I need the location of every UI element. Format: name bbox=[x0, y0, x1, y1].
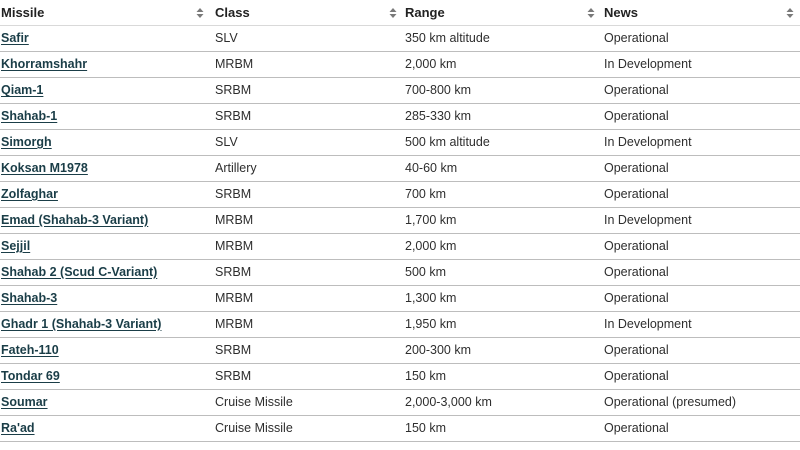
class-cell: SRBM bbox=[215, 109, 252, 123]
news-cell: Operational bbox=[604, 187, 669, 201]
range-cell: 2,000 km bbox=[405, 239, 457, 253]
table-row bbox=[0, 156, 800, 182]
range-cell: 150 km bbox=[405, 421, 446, 435]
column-header-range[interactable] bbox=[403, 0, 601, 25]
news-cell: Operational bbox=[604, 421, 669, 435]
missile-link[interactable]: Fateh-110 bbox=[1, 343, 59, 357]
missile-cell bbox=[0, 416, 210, 441]
table-row bbox=[0, 78, 800, 104]
range-cell: 2,000-3,000 km bbox=[405, 395, 492, 409]
missile-cell bbox=[0, 338, 210, 363]
class-cell: MRBM bbox=[215, 213, 254, 227]
table-row bbox=[0, 312, 800, 338]
class-cell: Cruise Missile bbox=[215, 395, 293, 409]
news-cell: In Development bbox=[604, 213, 692, 227]
table-row bbox=[0, 182, 800, 208]
missile-link[interactable]: Koksan M1978 bbox=[1, 161, 88, 175]
table-row bbox=[0, 364, 800, 390]
missile-cell bbox=[0, 130, 210, 155]
column-header-label: News bbox=[604, 5, 638, 20]
class-cell: MRBM bbox=[215, 239, 254, 253]
sort-icon[interactable] bbox=[389, 7, 397, 19]
class-cell: SRBM bbox=[215, 265, 252, 279]
table-row bbox=[0, 338, 800, 364]
table-row bbox=[0, 104, 800, 130]
missile-cell bbox=[0, 286, 210, 311]
table-header bbox=[0, 0, 800, 26]
missile-link[interactable]: Safir bbox=[1, 31, 29, 45]
missile-cell bbox=[0, 156, 210, 181]
range-cell: 1,300 km bbox=[405, 291, 457, 305]
missile-link[interactable]: Ra'ad bbox=[1, 421, 35, 435]
missile-cell bbox=[0, 208, 210, 233]
news-cell: Operational bbox=[604, 31, 669, 45]
news-cell: In Development bbox=[604, 317, 692, 331]
table-row bbox=[0, 260, 800, 286]
missile-link[interactable]: Sejjil bbox=[1, 239, 31, 253]
column-header-label: Class bbox=[215, 5, 250, 20]
table-row bbox=[0, 26, 800, 52]
missile-cell bbox=[0, 312, 210, 337]
sort-icon[interactable] bbox=[196, 7, 204, 19]
missile-cell bbox=[0, 26, 210, 51]
news-cell: In Development bbox=[604, 57, 692, 71]
missile-link[interactable]: Tondar 69 bbox=[1, 369, 60, 383]
sort-icon[interactable] bbox=[786, 7, 794, 19]
range-cell: 1,950 km bbox=[405, 317, 457, 331]
class-cell: MRBM bbox=[215, 291, 254, 305]
table-row bbox=[0, 416, 800, 442]
class-cell: SRBM bbox=[215, 83, 252, 97]
range-cell: 285-330 km bbox=[405, 109, 472, 123]
news-cell: In Development bbox=[604, 135, 692, 149]
class-cell: MRBM bbox=[215, 317, 254, 331]
column-header-label: Range bbox=[405, 5, 445, 20]
range-cell: 200-300 km bbox=[405, 343, 472, 357]
class-cell: Cruise Missile bbox=[215, 421, 293, 435]
missile-link[interactable]: Zolfaghar bbox=[1, 187, 58, 201]
news-cell: Operational bbox=[604, 369, 669, 383]
class-cell: MRBM bbox=[215, 57, 254, 71]
range-cell: 500 km altitude bbox=[405, 135, 490, 149]
missile-link[interactable]: Khorramshahr bbox=[1, 57, 88, 71]
class-cell: SRBM bbox=[215, 187, 252, 201]
range-cell: 700 km bbox=[405, 187, 446, 201]
missile-cell bbox=[0, 104, 210, 129]
missile-link[interactable]: Ghadr 1 (Shahab-3 Variant) bbox=[1, 317, 162, 331]
column-header-missile[interactable] bbox=[0, 0, 210, 25]
class-cell: SLV bbox=[215, 135, 238, 149]
missile-link[interactable]: Qiam-1 bbox=[1, 83, 44, 97]
class-cell: SRBM bbox=[215, 343, 252, 357]
missile-cell bbox=[0, 390, 210, 415]
missile-cell bbox=[0, 234, 210, 259]
class-cell: SRBM bbox=[215, 369, 252, 383]
sort-icon[interactable] bbox=[587, 7, 595, 19]
missile-cell bbox=[0, 182, 210, 207]
range-cell: 40-60 km bbox=[405, 161, 458, 175]
range-cell: 1,700 km bbox=[405, 213, 457, 227]
table-row bbox=[0, 286, 800, 312]
class-cell: SLV bbox=[215, 31, 238, 45]
news-cell: Operational bbox=[604, 239, 669, 253]
range-cell: 500 km bbox=[405, 265, 446, 279]
missile-link[interactable]: Soumar bbox=[1, 395, 48, 409]
missile-cell bbox=[0, 364, 210, 389]
table-row bbox=[0, 52, 800, 78]
news-cell: Operational bbox=[604, 265, 669, 279]
missile-link[interactable]: Shahab 2 (Scud C-Variant) bbox=[1, 265, 158, 279]
news-cell: Operational (presumed) bbox=[604, 395, 737, 409]
range-cell: 350 km altitude bbox=[405, 31, 490, 45]
missile-link[interactable]: Shahab-1 bbox=[1, 109, 58, 123]
missile-cell bbox=[0, 260, 210, 285]
column-header-news[interactable] bbox=[601, 0, 800, 25]
column-header-label: Missile bbox=[1, 5, 45, 20]
missile-link[interactable]: Shahab-3 bbox=[1, 291, 58, 305]
missile-cell bbox=[0, 78, 210, 103]
news-cell: Operational bbox=[604, 343, 669, 357]
column-header-class[interactable] bbox=[210, 0, 403, 25]
class-cell: Artillery bbox=[215, 161, 257, 175]
range-cell: 2,000 km bbox=[405, 57, 457, 71]
missile-link[interactable]: Emad (Shahab-3 Variant) bbox=[1, 213, 149, 227]
table-row bbox=[0, 390, 800, 416]
table-row bbox=[0, 234, 800, 260]
news-cell: Operational bbox=[604, 83, 669, 97]
range-cell: 700-800 km bbox=[405, 83, 472, 97]
missile-cell bbox=[0, 52, 210, 77]
news-cell: Operational bbox=[604, 161, 669, 175]
news-cell: Operational bbox=[604, 291, 669, 305]
missile-link[interactable]: Simorgh bbox=[1, 135, 52, 149]
news-cell: Operational bbox=[604, 109, 669, 123]
table-row bbox=[0, 208, 800, 234]
table-row bbox=[0, 130, 800, 156]
range-cell: 150 km bbox=[405, 369, 446, 383]
